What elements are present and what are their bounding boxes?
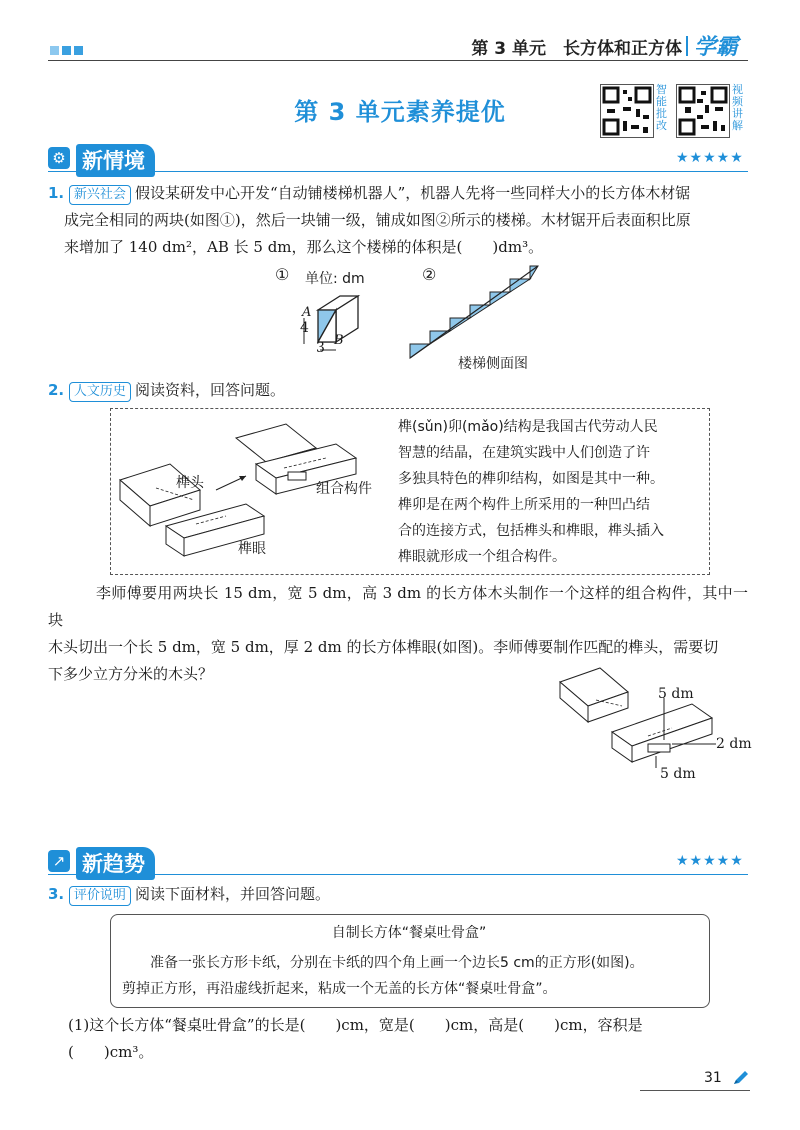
header-separator — [686, 36, 688, 56]
q3-sub1-line: (1)这个长方体“餐桌吐骨盒”的长是( )cm，宽是( )cm，高是( )cm，容积是 — [68, 1016, 643, 1034]
fig1-label-4: 4 — [300, 320, 309, 336]
fig1-number: ① — [275, 265, 290, 284]
question-3-intro — [48, 881, 748, 908]
reading-line: 榫卯是在两个构件上所采用的一种凹凸结 — [398, 497, 650, 513]
fig1-label-A: A — [302, 305, 312, 320]
section-title-new-trend: 新趋势 — [76, 847, 155, 880]
q2-body-line: 李师傅要用两块长 15 dm，宽 5 dm，高 3 dm 的长方体木头制作一个这样的组合构件，其中一块 — [48, 584, 748, 629]
q2-intro-text: 阅读资料，回答问题。 — [134, 381, 285, 399]
unit-title: 第 3 单元 长方体和正方体 — [471, 39, 682, 59]
section-title-new-context: 新情境 — [76, 144, 155, 177]
dim-label-length: 5 dm — [658, 686, 694, 702]
fig1-unit: 单位: dm — [305, 271, 365, 287]
qr-label-grading: 智能批改 — [656, 83, 667, 132]
footer-rule — [640, 1090, 750, 1091]
q1-text-line: 来增加了 140 dm²，AB 长 5 dm，那么这个楼梯的体积是( )dm³。 — [64, 238, 544, 256]
reading-line: 合的连接方式，包括榫头和榫眼，榫头插入 — [398, 523, 664, 539]
tag-badge: 新兴社会 — [69, 185, 131, 205]
dim-label-width: 5 dm — [660, 766, 696, 782]
label-combined: 组合构件 — [316, 481, 372, 497]
difficulty-stars: ★★★★★ — [676, 853, 744, 869]
qr-code-grading[interactable] — [600, 84, 654, 138]
fig1-label-B: B — [334, 333, 344, 348]
fig2-number: ② — [422, 265, 437, 284]
page-number: 31 — [704, 1070, 722, 1086]
reading-line: 榫眼就形成一个组合构件。 — [398, 549, 566, 565]
material-text — [122, 950, 702, 1002]
material-line: 准备一张长方形卡纸，分别在卡纸的四个角上画一个边长5 cm的正方形(如图)。 — [150, 955, 644, 971]
question-number: 1. — [48, 184, 65, 202]
q3-sub1-line: ( )cm³。 — [68, 1043, 154, 1061]
question-3-sub1 — [68, 1012, 748, 1066]
question-number: 3. — [48, 885, 65, 903]
q2-body-line: 下多少立方分米的木头？ — [48, 665, 214, 683]
material-title: 自制长方体“餐桌吐骨盒” — [331, 925, 487, 941]
question-1 — [48, 180, 748, 261]
qr-label-video: 视频讲解 — [732, 83, 743, 132]
fig2-staircase — [404, 262, 544, 362]
q3-intro-text: 阅读下面材料，并回答问题。 — [134, 885, 330, 903]
reading-line: 榫(sǔn)卯(mǎo)结构是我国古代劳动人民 — [398, 419, 658, 435]
label-tenon: 榫头 — [176, 475, 204, 491]
difficulty-stars: ★★★★★ — [676, 150, 744, 166]
label-mortise: 榫眼 — [238, 541, 266, 557]
pencil-icon — [730, 1068, 750, 1088]
header-decoration — [50, 46, 83, 55]
page-title: 第 3 单元素养提优 — [294, 98, 506, 126]
q1-text-line: 假设某研发中心开发“自动铺楼梯机器人”，机器人先将一些同样大小的长方体木材锯 — [134, 184, 691, 202]
q1-text-line: 成完全相同的两块(如图①)，然后一块铺一级，铺成如图②所示的楼梯。木材锯开后表面积比原 — [64, 211, 691, 229]
arrow-icon: ↗ — [48, 850, 70, 872]
material-line: 剪掉正方形，再沿虚线折起来，粘成一个无盖的长方体“餐桌吐骨盒”。 — [122, 981, 557, 997]
reading-line: 多独具特色的榫卯结构，如图是其中一种。 — [398, 471, 664, 487]
tag-badge: 人文历史 — [69, 382, 131, 402]
gear-icon: ⚙ — [48, 147, 70, 169]
mortise-dimension-diagram — [556, 660, 726, 780]
header-rule — [48, 60, 748, 61]
qr-code-video[interactable] — [676, 84, 730, 138]
reading-line: 智慧的结晶，在建筑实践中人们创造了许 — [398, 445, 650, 461]
q2-body-line: 木头切出一个长 5 dm，宽 5 dm，厚 2 dm 的长方体榫眼(如图)。李师傅要制作匹配的榫头，需要切 — [48, 638, 719, 656]
fig1-label-3: 3 — [316, 340, 325, 356]
dim-label-thickness: 2 dm — [716, 736, 752, 752]
question-2-intro — [48, 377, 748, 404]
section-rule — [48, 171, 748, 172]
fig2-caption: 楼梯侧面图 — [458, 356, 528, 372]
reading-text — [398, 414, 698, 570]
section-rule — [48, 874, 748, 875]
tag-badge: 评价说明 — [69, 886, 131, 906]
question-number: 2. — [48, 381, 65, 399]
brand-logo: 学霸 — [693, 35, 738, 60]
